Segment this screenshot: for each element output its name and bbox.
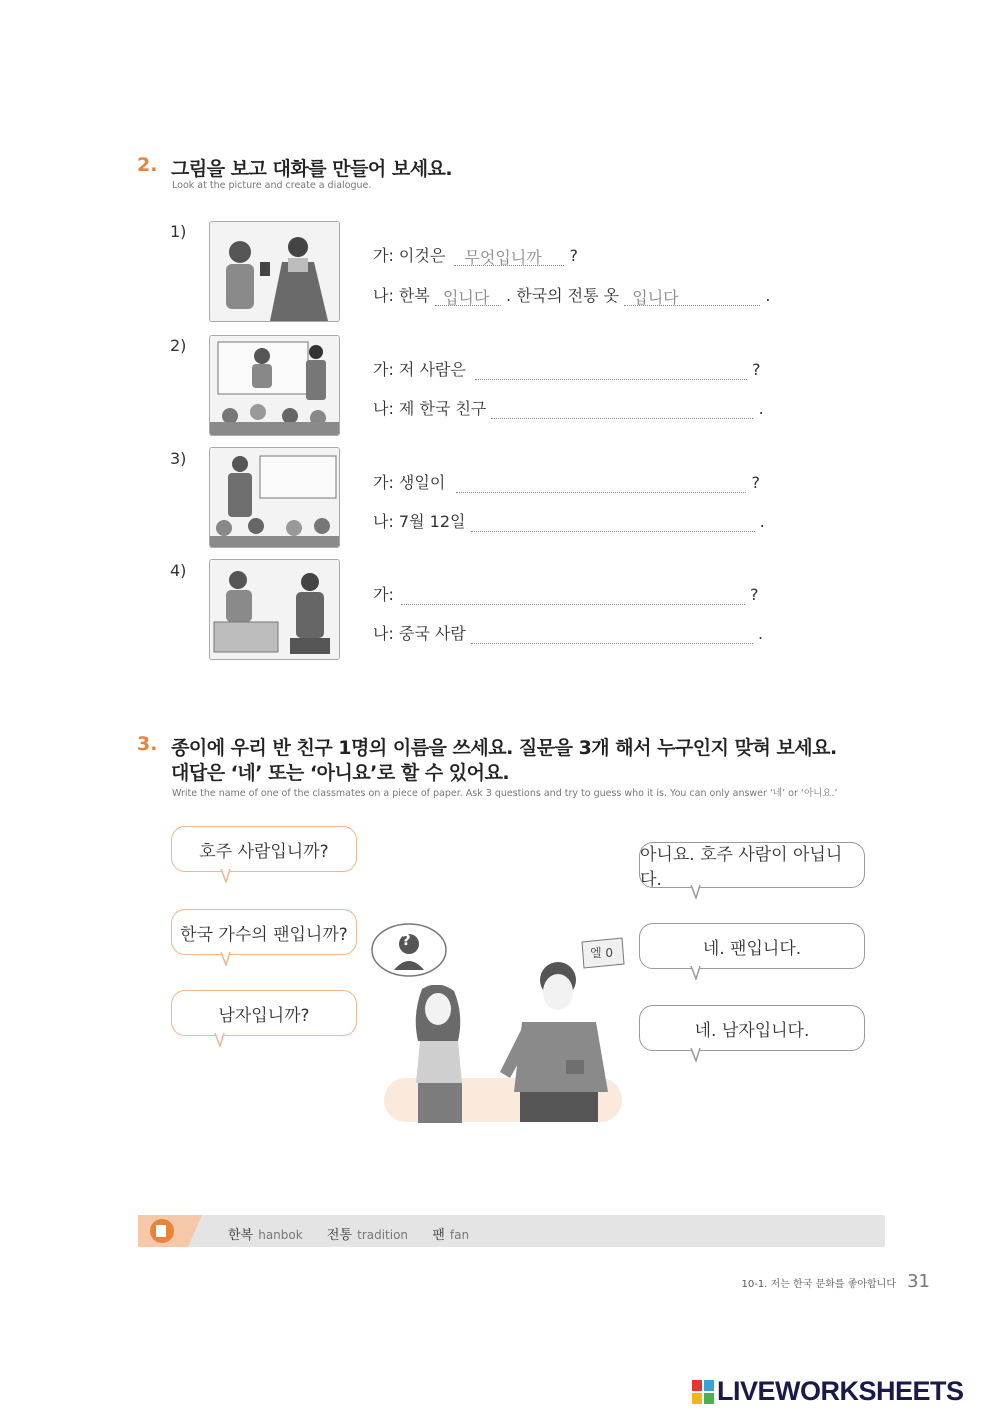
speaker-ga-text: 가: 저 사람은: [373, 360, 466, 379]
item-number: 4): [170, 561, 187, 580]
item-number: 1): [170, 222, 187, 241]
item-number: 2): [170, 336, 187, 355]
item-number: 3): [170, 449, 187, 468]
speaker-na-text: 나: 제 한국 친구: [373, 399, 487, 418]
speaker-na-text: 나: 한복: [373, 286, 430, 305]
vocab-word-en: fan: [449, 1228, 470, 1242]
bubble-tail: [220, 952, 232, 966]
item2-answer: [373, 396, 764, 419]
item4-question: [373, 582, 759, 605]
vocab-word-en: hanbok: [258, 1228, 303, 1242]
question-mark: ?: [751, 473, 760, 492]
answer-blank-2b[interactable]: [491, 398, 753, 419]
speaker-na-text: 나: 중국 사람: [373, 624, 466, 643]
bubble-text: 남자입니까?: [218, 1005, 310, 1026]
item2-question: [373, 357, 761, 380]
answer-blank-3b[interactable]: [471, 511, 755, 532]
presentation-illustration: [210, 336, 339, 435]
girl-figure: [398, 985, 480, 1123]
question-bubble: [171, 909, 357, 955]
answer-blank-1a[interactable]: [454, 245, 564, 266]
speaker-ga-text: 가: 생일이: [373, 473, 446, 492]
bubble-tail: [690, 1048, 702, 1062]
section3-title-line1: 종이에 우리 반 친구 1명의 이름을 쓰세요. 질문을 3개 해서 누구인지 맞혀 보세요.: [171, 737, 837, 759]
answer-text: 무엇입니까: [464, 248, 542, 267]
answer-blank-1b[interactable]: [435, 285, 501, 306]
vocab-word-ko: 전통: [326, 1228, 353, 1243]
answer-bubble: [639, 842, 865, 888]
paper-note-text: 엘 0: [590, 946, 614, 960]
picture-presentation: [209, 335, 340, 436]
period: .: [758, 624, 764, 643]
watermark-text: LIVEWORKSHEETS: [717, 1376, 964, 1406]
answer-blank-4a[interactable]: [401, 584, 745, 605]
bubble-text: 네. 남자입니다.: [694, 1020, 810, 1041]
question-bubble: [171, 826, 357, 872]
question-mark-symbol: ?: [402, 931, 411, 949]
question-mark: ?: [752, 360, 761, 379]
period: .: [765, 286, 771, 305]
vocab-banner: [138, 1215, 208, 1247]
vocab-list: [228, 1224, 469, 1243]
page-number: 31: [907, 1271, 930, 1292]
thought-bubble: [370, 922, 448, 984]
section2-title: 그림을 보고 대화를 만들어 보세요.: [171, 158, 453, 180]
section3-title-line2: 대답은 ‘네’ 또는 ‘아니요’로 할 수 있어요.: [171, 762, 510, 784]
teacher-illustration: [210, 448, 339, 547]
bubble-tail: [690, 966, 702, 980]
bubble-tail: [220, 869, 232, 883]
bubble-tail: [214, 1033, 226, 1047]
page-footer: [741, 1271, 930, 1292]
boy-figure: [500, 962, 618, 1122]
answer-blank-2a[interactable]: [475, 359, 747, 380]
bubble-tail: [690, 885, 702, 899]
item3-answer: [373, 509, 765, 532]
question-mark: ?: [569, 246, 578, 265]
speaker-ga-text: 가:: [373, 585, 394, 604]
bubble-text: 한국 가수의 팬입니까?: [180, 924, 348, 945]
answer-blank-4b[interactable]: [471, 623, 753, 644]
item4-answer: [373, 621, 763, 644]
section3-subtitle: Write the name of one of the classmates on a piece of paper. Ask 3 questions and try to guess who it is. You can only answer ‘네’ or ‘아니요.’: [172, 788, 838, 799]
answer-text: 입니다: [632, 288, 679, 307]
bubble-text: 네. 팬입니다.: [702, 938, 802, 959]
item1-question: [373, 243, 578, 266]
hanbok-illustration: [210, 222, 339, 321]
vocab-word-en: tradition: [357, 1228, 409, 1242]
answer-blank-1c[interactable]: [624, 285, 760, 306]
section2-subtitle: Look at the picture and create a dialogue.: [172, 180, 372, 191]
liveworksheets-logo: [692, 1376, 964, 1407]
interview-illustration: [210, 560, 339, 659]
bubble-text: 아니요. 호주 사람이 아닙니다.: [640, 845, 843, 890]
picture-teacher: [209, 447, 340, 548]
answer-bubble: [639, 1005, 865, 1051]
period: .: [758, 399, 764, 418]
speaker-na-text: 나: 7월 12일: [373, 512, 466, 531]
picture-interview: [209, 559, 340, 660]
vocab-word-ko: 한복: [228, 1228, 254, 1243]
chapter-label: 10-1. 저는 한국 문화를 좋아합니다: [741, 1279, 896, 1290]
section3-number: 3.: [137, 733, 158, 755]
question-bubble: [171, 990, 357, 1036]
liveworksheets-icon: [692, 1380, 714, 1404]
answer-blank-3a[interactable]: [456, 472, 746, 493]
answer-text: 입니다: [442, 288, 490, 307]
bubble-text: 호주 사람입니까?: [199, 841, 329, 862]
question-mark: ?: [750, 585, 759, 604]
period: .: [759, 512, 765, 531]
speaker-ga-text: 가: 이것은: [373, 246, 446, 265]
item1-answer: [373, 283, 770, 306]
picture-hanbok: [209, 221, 340, 322]
section2-number: 2.: [137, 154, 158, 176]
vocab-word-ko: 팬: [432, 1228, 445, 1243]
item3-question: [373, 470, 760, 493]
answer-bubble: [639, 923, 865, 969]
middle-text: . 한국의 전통 옷: [506, 286, 620, 305]
